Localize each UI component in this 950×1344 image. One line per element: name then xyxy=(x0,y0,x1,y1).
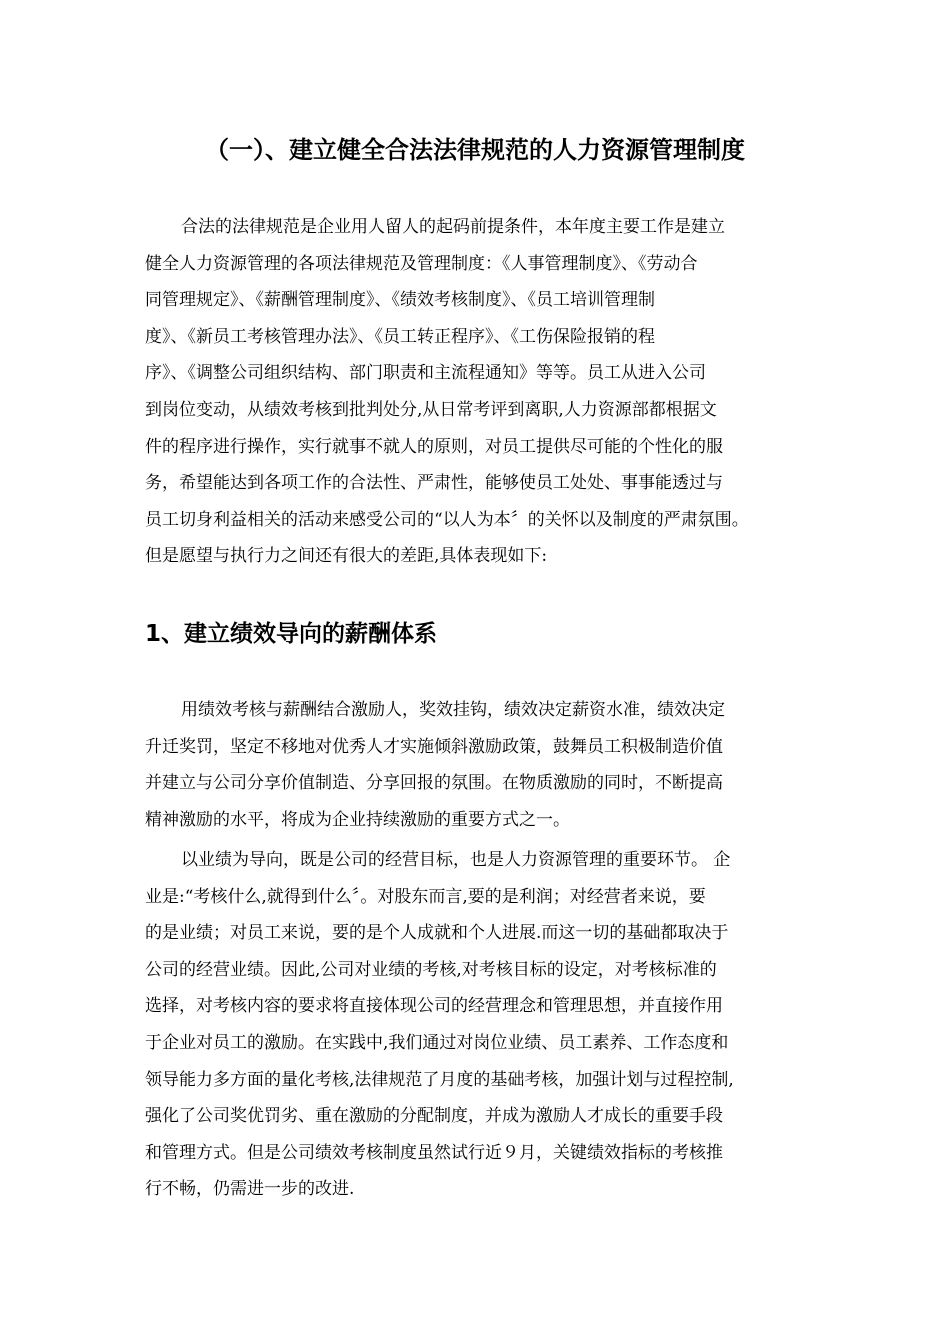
paragraph-line: 件的程序进行操作，实行就事不就人的原则，对员工提供尽可能的个性化的服 xyxy=(145,436,723,457)
paragraph-line: 公司的经营业绩。因此,公司对业绩的考核,对考核目标的设定，对考核标准的 xyxy=(145,959,717,980)
paragraph-line: 合法的法律规范是企业用人留人的起码前提条件，本年度主要工作是建立 xyxy=(181,217,725,237)
paragraph-line: 并建立与公司分享价值制造、分享回报的氛围。在物质激励的同时，不断提高 xyxy=(145,773,723,794)
paragraph-line: 行不畅，仍需进一步的改进. xyxy=(145,1179,355,1200)
paragraph-line: 的是业绩；对员工来说，要的是个人成就和个人进展.而这一切的基础都取决于 xyxy=(145,923,729,944)
paragraph-legal-norms xyxy=(145,209,807,575)
section-title: （一）、建立健全合法法律规范的人力资源管理制度 xyxy=(205,136,745,164)
paragraph-line: 领导能力多方面的量化考核,法律规范了月度的基础考核，加强计划与过程控制, xyxy=(145,1069,734,1090)
paragraph-line: 同管理规定》、《薪酬管理制度》、《绩效考核制度》、《员工培训管理制 xyxy=(145,290,655,311)
paragraph-line: 于企业对员工的激励。在实践中,我们通过对岗位业绩、员工素养、工作态度和 xyxy=(145,1032,729,1053)
paragraph-performance-pay xyxy=(145,692,807,838)
paragraph-line: 用绩效考核与薪酬结合激励人，奖效挂钩，绩效决定薪资水准，绩效决定 xyxy=(181,700,725,720)
subsection-title: 1、建立绩效导向的薪酬体系 xyxy=(145,621,438,647)
paragraph-line: 务，希望能达到各项工作的合法性、严肃性，能够使员工处处、事事能透过与 xyxy=(145,473,723,494)
paragraph-line: 以业绩为导向，既是公司的经营目标，也是人力资源管理的重要环节。 企 xyxy=(181,850,731,870)
paragraph-line: 度》、《新员工考核管理办法》、《员工转正程序》、《工伤保险报销的程 xyxy=(145,326,655,347)
paragraph-line: 员工切身利益相关的活动来感受公司的“以人为本〞的关怀以及制度的严肃氛围。 xyxy=(145,509,749,530)
paragraph-line: 精神激励的水平，将成为企业持续激励的重要方式之一。 xyxy=(145,809,570,830)
paragraph-line: 到岗位变动，从绩效考核到批判处分,从日常考评到离职,人力资源部都根据文 xyxy=(145,399,717,420)
paragraph-line: 但是愿望与执行力之间还有很大的差距,具体表现如下: xyxy=(145,546,548,567)
paragraph-line: 强化了公司奖优罚劣、重在激励的分配制度，并成为激励人才成长的重要手段 xyxy=(145,1106,723,1127)
paragraph-line: 序》、《调整公司组织结构、部门职责和主流程通知》等等。员工从进入公司 xyxy=(145,363,706,384)
paragraph-performance-orientation xyxy=(145,842,807,1208)
paragraph-line: 业是:“考核什么,就得到什么〞。对股东而言,要的是利润；对经营者来说，要 xyxy=(145,886,706,907)
paragraph-line: 升迁奖罚，坚定不移地对优秀人才实施倾斜激励政策，鼓舞员工积极制造价值 xyxy=(145,736,723,757)
paragraph-line: 健全人力资源管理的各项法律规范及管理制度：《人事管理制度》、《劳动合 xyxy=(145,253,698,274)
paragraph-line: 和管理方式。但是公司绩效考核制度虽然试行近９月，关键绩效指标的考核推 xyxy=(145,1142,723,1163)
paragraph-line: 选择，对考核内容的要求将直接体现公司的经营理念和管理思想，并直接作用 xyxy=(145,996,723,1017)
